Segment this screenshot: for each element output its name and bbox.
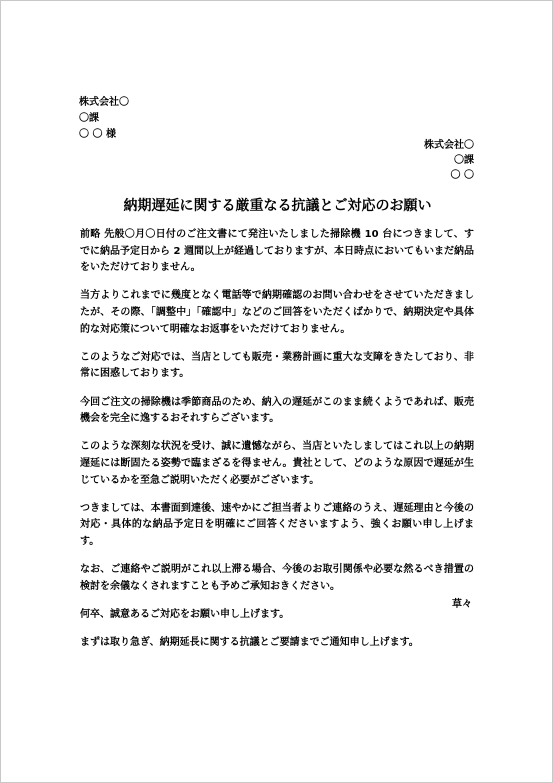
sender-department: 〇課 bbox=[454, 155, 474, 166]
sender-block bbox=[424, 138, 474, 183]
recipient-block bbox=[79, 95, 129, 143]
body-paragraph-1: 前略 先般〇月〇日付のご注文書にて発注いたしました掃除機 10 台につきまして、すでに納品予定日から 2 週間以上が経過しておりますが、本日時点においてもいまだ納品をいただけておりません。 bbox=[80, 229, 474, 274]
recipient-company: 株式会社〇 bbox=[79, 97, 129, 108]
body-paragraph-2: 当方よりこれまでに幾度となく電話等で納期確認のお問い合わせをさせていただきましたが、その際、「調整中」「確認中」などのご回答をいただくばかりで、納期決定や具体的な対応策について明確なお返事をいただけておりません。 bbox=[80, 290, 474, 335]
recipient-department: 〇課 bbox=[79, 113, 99, 124]
body-paragraph-7: なお、ご連絡やご説明がこれ以上滞る場合、今後のお取引関係や必要な然るべき措置の検討を余儀なくされますことも予めご承知おきください。 bbox=[80, 564, 474, 592]
body-paragraph-8: 何卒、誠意あるご対応をお願い申し上げます。 bbox=[80, 608, 290, 620]
sender-name: 〇 〇 bbox=[450, 170, 474, 181]
body-paragraph-5: このような深刻な状況を受け、誠に遺憾ながら、当店といたしましてはこれ以上の納期遅延には断固たる姿勢で臨まざるを得ません。貴社として、どのような原因で遅延が生じているかを至急ご説明いただく必要がございます。 bbox=[80, 441, 474, 486]
recipient-name: 〇 〇 様 bbox=[79, 129, 116, 140]
letter-body bbox=[80, 227, 474, 663]
sender-company: 株式会社〇 bbox=[424, 140, 474, 151]
body-paragraph-9: まずは取り急ぎ、納期延長に関する抗議とご要請までご通知申し上げます。 bbox=[80, 637, 419, 649]
closing-word: 草々 bbox=[452, 599, 472, 610]
body-paragraph-4: 今回ご注文の掃除機は季節商品のため、納入の遅延がこのまま続くようであれば、販売機会を完全に逸するおそれすらございます。 bbox=[80, 396, 474, 425]
body-paragraph-6: つきましては、本書面到達後、速やかにご担当者よりご連絡のうえ、遅延理由と今後の対応・具体的な納品予定日を明確にご回答くださいますよう、強くお願い申し上げます。 bbox=[80, 502, 474, 547]
body-paragraph-3: このようなご対応では、当店としても販売・業務計画に重大な支障をきたしており、非常に困惑しております。 bbox=[80, 351, 474, 380]
document-title: 納期遅延に関する厳重なる抗議とご対応のお願い bbox=[123, 198, 432, 214]
